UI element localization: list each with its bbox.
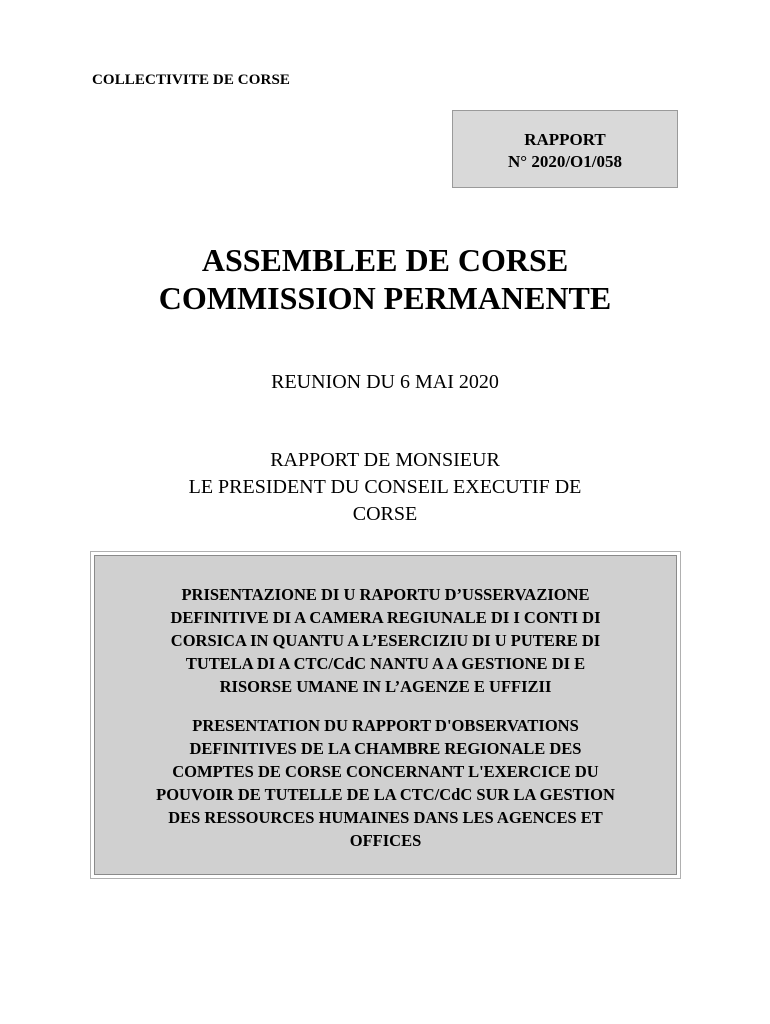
organisation-name: COLLECTIVITE DE CORSE: [92, 72, 290, 88]
report-number-box: [452, 110, 678, 188]
subject-line: POUVOIR DE TUTELLE DE LA CTC/CdC SUR LA GESTION: [156, 785, 615, 804]
subject-box: [90, 551, 681, 879]
meeting-date: REUNION DU 6 MAI 2020: [271, 371, 499, 393]
report-author-line: LE PRESIDENT DU CONSEIL EXECUTIF DE: [188, 476, 582, 498]
subject-line: TUTELA DI A CTC/CdC NANTU A A GESTIONE DI E: [185, 654, 586, 673]
subject-line: COMPTES DE CORSE CONCERNANT L'EXERCICE DU: [172, 762, 599, 781]
subject-french: [95, 714, 676, 852]
subject-line: PRISENTAZIONE DI U RAPORTU D’USSERVAZIONE: [181, 585, 590, 604]
document-title-commission: COMMISSION PERMANENTE: [158, 280, 612, 316]
report-author: [120, 447, 650, 528]
subject-line: CORSICA IN QUANTU A L’ESERCIZIU DI U PUTERE DI: [170, 631, 601, 650]
report-number: N° 2020/O1/058: [508, 152, 622, 171]
report-label: RAPPORT: [524, 130, 606, 149]
subject-line: DES RESSOURCES HUMAINES DANS LES AGENCES ET: [168, 808, 603, 827]
subject-line: PRESENTATION DU RAPPORT D'OBSERVATIONS: [192, 716, 579, 735]
subject-line: DEFINITIVES DE LA CHAMBRE REGIONALE DES: [189, 739, 582, 758]
subject-corsican: [95, 583, 676, 698]
subject-line: OFFICES: [349, 831, 422, 850]
subject-line: RISORSE UMANE IN L’AGENZE E UFFIZII: [219, 677, 552, 696]
document-title-assembly: ASSEMBLEE DE CORSE: [201, 242, 569, 278]
subject-box-inner: [94, 555, 677, 875]
report-author-line: RAPPORT DE MONSIEUR: [270, 449, 500, 471]
report-author-line: CORSE: [352, 503, 418, 525]
subject-line: DEFINITIVE DI A CAMERA REGIUNALE DI I CONTI DI: [170, 608, 601, 627]
